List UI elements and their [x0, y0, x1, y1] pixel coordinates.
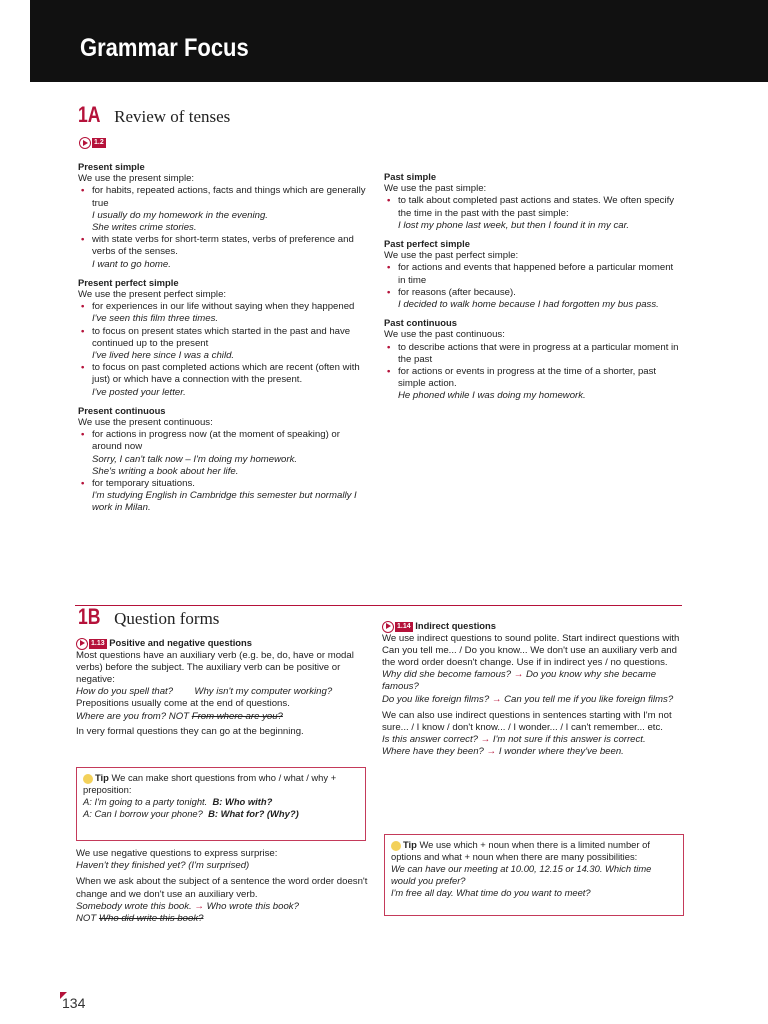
example: Somebody wrote this book.	[76, 900, 192, 912]
example: Who wrote this book?	[206, 900, 299, 912]
text: We use the present perfect simple:	[78, 289, 227, 301]
present-perfect-heading: Present perfect simple	[78, 276, 179, 288]
text: We use the past simple:	[384, 183, 487, 195]
tip-box	[384, 834, 684, 916]
example: Is this answer correct?	[382, 734, 478, 746]
example: A: Can I borrow your phone?	[83, 808, 203, 819]
strikethrough-example: Who did write this book?	[98, 913, 204, 925]
arrow-icon: →	[194, 900, 204, 912]
example: Why did she become famous?	[382, 669, 512, 681]
example: I'm not sure if this answer is correct.	[492, 734, 646, 746]
section-number: 1A	[78, 102, 101, 127]
strikethrough-example: From where are you?	[191, 710, 283, 722]
text: We use indirect questions to sound polite. Start indirect questions with Can you tell me... / Do you know... We don't use an auxiliary verb and the word order doesn't change. Use if in indirect yes / no questions.	[382, 632, 680, 668]
page-number: 134	[62, 995, 86, 1011]
bullet: • to describe actions that were in progress at a particular moment in the past	[398, 342, 682, 366]
arrow-icon: →	[513, 669, 524, 681]
example: Can you tell me if you like foreign films?	[504, 693, 674, 705]
example: I'm free all day. What time do you want to meet?	[391, 887, 591, 898]
example: Haven't they finished yet? (I'm surprised)	[76, 860, 250, 872]
arrow-icon: →	[491, 693, 502, 705]
present-simple-heading: Present simple	[78, 161, 145, 172]
tip-label: Tip	[403, 839, 417, 850]
bullet: • for reasons (after because).	[398, 287, 682, 299]
example: B: What for? (Why?)	[208, 808, 299, 819]
past-continuous-heading: Past continuous	[384, 317, 457, 329]
example: I decided to walk home because I had forgotten my bus pass.	[398, 299, 659, 311]
example: I lost my phone last week, but then I found it in my car.	[398, 219, 630, 231]
example: I've posted your letter.	[92, 386, 186, 398]
bullet: • for temporary situations.	[92, 478, 368, 490]
right-column-1a	[384, 167, 682, 403]
example: She writes crime stories.	[92, 222, 197, 234]
present-continuous-heading: Present continuous	[78, 404, 166, 416]
tip-text: We use which + noun when there is a limited number of options and what + noun when there are many possibilities:	[391, 839, 650, 862]
example: Sorry, I can't talk now – I'm doing my homework.	[92, 453, 298, 465]
text: Prepositions usually come at the end of questions.	[76, 698, 290, 710]
tip-label: Tip	[95, 772, 109, 783]
tip-box	[76, 767, 366, 841]
audio-track-button[interactable]	[76, 638, 107, 650]
example: Do you like foreign films?	[382, 693, 490, 705]
bullet: • for actions in progress now (at the moment of speaking) or around now	[92, 429, 368, 453]
example: She's writing a book about her life.	[92, 465, 239, 477]
bullet: • for experiences in our life without saying when they happened	[92, 301, 368, 313]
section-title: Review of tenses	[114, 107, 231, 126]
example: I wonder where they've been.	[498, 746, 624, 758]
bullet: • for actions and events that happened before a particular moment in time	[398, 262, 682, 286]
example: I usually do my homework in the evening.	[92, 209, 268, 221]
example: I've seen this film three times.	[92, 313, 219, 325]
example: Where have they been?	[382, 746, 484, 758]
example: A: I'm going to a party tonight.	[83, 796, 208, 807]
example: Do you know why she became famous?	[382, 669, 657, 693]
example: I want to go home.	[92, 258, 171, 270]
text: We use the present simple:	[78, 173, 195, 185]
audio-track-label: 1.13	[91, 639, 105, 647]
audio-track-label: 1.2	[94, 139, 104, 146]
example: Where are you from? NOT	[76, 710, 190, 722]
arrow-icon: →	[486, 746, 497, 758]
section-1a-heading	[78, 102, 230, 128]
text: We can also use indirect questions in sentences starting with I'm not sure... / I know / don't know... / I wonder... / I can't remember... etc.	[382, 709, 672, 733]
text: When we ask about the subject of a sentence the word order doesn't change and we don't use an auxiliary verb.	[76, 876, 368, 900]
text: Most questions have an auxiliary verb (e.g. be, do, have or modal verbs) before the subject. The auxiliary verb can be positive or negative:	[76, 649, 354, 685]
bullet: • for actions or events in progress at the time of a shorter, past simple action.	[398, 366, 682, 390]
arrow-icon: →	[480, 734, 491, 746]
left-column-1b-lower	[76, 848, 368, 925]
bullet: • to focus on present states which started in the past and have continued up to the present	[92, 326, 368, 350]
audio-track-button[interactable]	[79, 137, 106, 149]
left-column-1a	[78, 157, 368, 515]
text: In very formal questions they can go at the beginning.	[76, 725, 304, 737]
example: He phoned while I was doing my homework.	[398, 390, 586, 402]
example: We can have our meeting at 10.00, 12.15 or 14.30. Which time would you prefer?	[391, 863, 652, 886]
page-title: Grammar Focus	[80, 34, 249, 62]
example: Why isn't my computer working?	[194, 686, 333, 698]
text: We use the past perfect simple:	[384, 250, 519, 262]
play-icon	[76, 638, 88, 650]
text: We use the present continuous:	[78, 417, 213, 429]
header-bar	[30, 0, 768, 82]
example: I've lived here since I was a child.	[92, 350, 235, 362]
past-perfect-heading: Past perfect simple	[384, 238, 470, 250]
positive-negative-questions-heading: Positive and negative questions	[109, 637, 252, 648]
lightbulb-icon	[83, 774, 93, 784]
play-icon	[382, 621, 394, 633]
play-icon	[79, 137, 91, 149]
bullet: • with state verbs for short-term states, verbs of preference and verbs of the senses.	[92, 234, 368, 258]
left-column-1b	[76, 637, 368, 738]
bullet: • to focus on past completed actions which are recent (often with just) or which have a connection with the present.	[92, 362, 368, 386]
example: How do you spell that?	[76, 686, 174, 698]
section-title: Question forms	[114, 609, 220, 628]
text: We use negative questions to express surprise:	[76, 848, 278, 859]
tip-text: We can make short questions from who / what / why + preposition:	[83, 772, 337, 795]
bullet: • for habits, repeated actions, facts and things which are generally true	[92, 185, 368, 209]
audio-track-label: 1.14	[397, 622, 411, 630]
audio-track-button[interactable]	[382, 621, 413, 633]
past-simple-heading: Past simple	[384, 171, 437, 182]
section-number: 1B	[78, 604, 101, 629]
example: NOT	[76, 913, 97, 925]
lightbulb-icon	[391, 841, 401, 851]
section-1b-heading	[78, 604, 219, 630]
text: We use the past continuous:	[384, 329, 505, 341]
example: I'm studying English in Cambridge this semester but normally I work in Milan.	[92, 490, 357, 514]
indirect-questions-heading: Indirect questions	[415, 620, 496, 631]
bullet: • to talk about completed past actions and states. We often specify the time in the past with the past simple:	[398, 195, 682, 219]
right-column-1b	[382, 620, 682, 759]
example: B: Who with?	[212, 796, 273, 807]
